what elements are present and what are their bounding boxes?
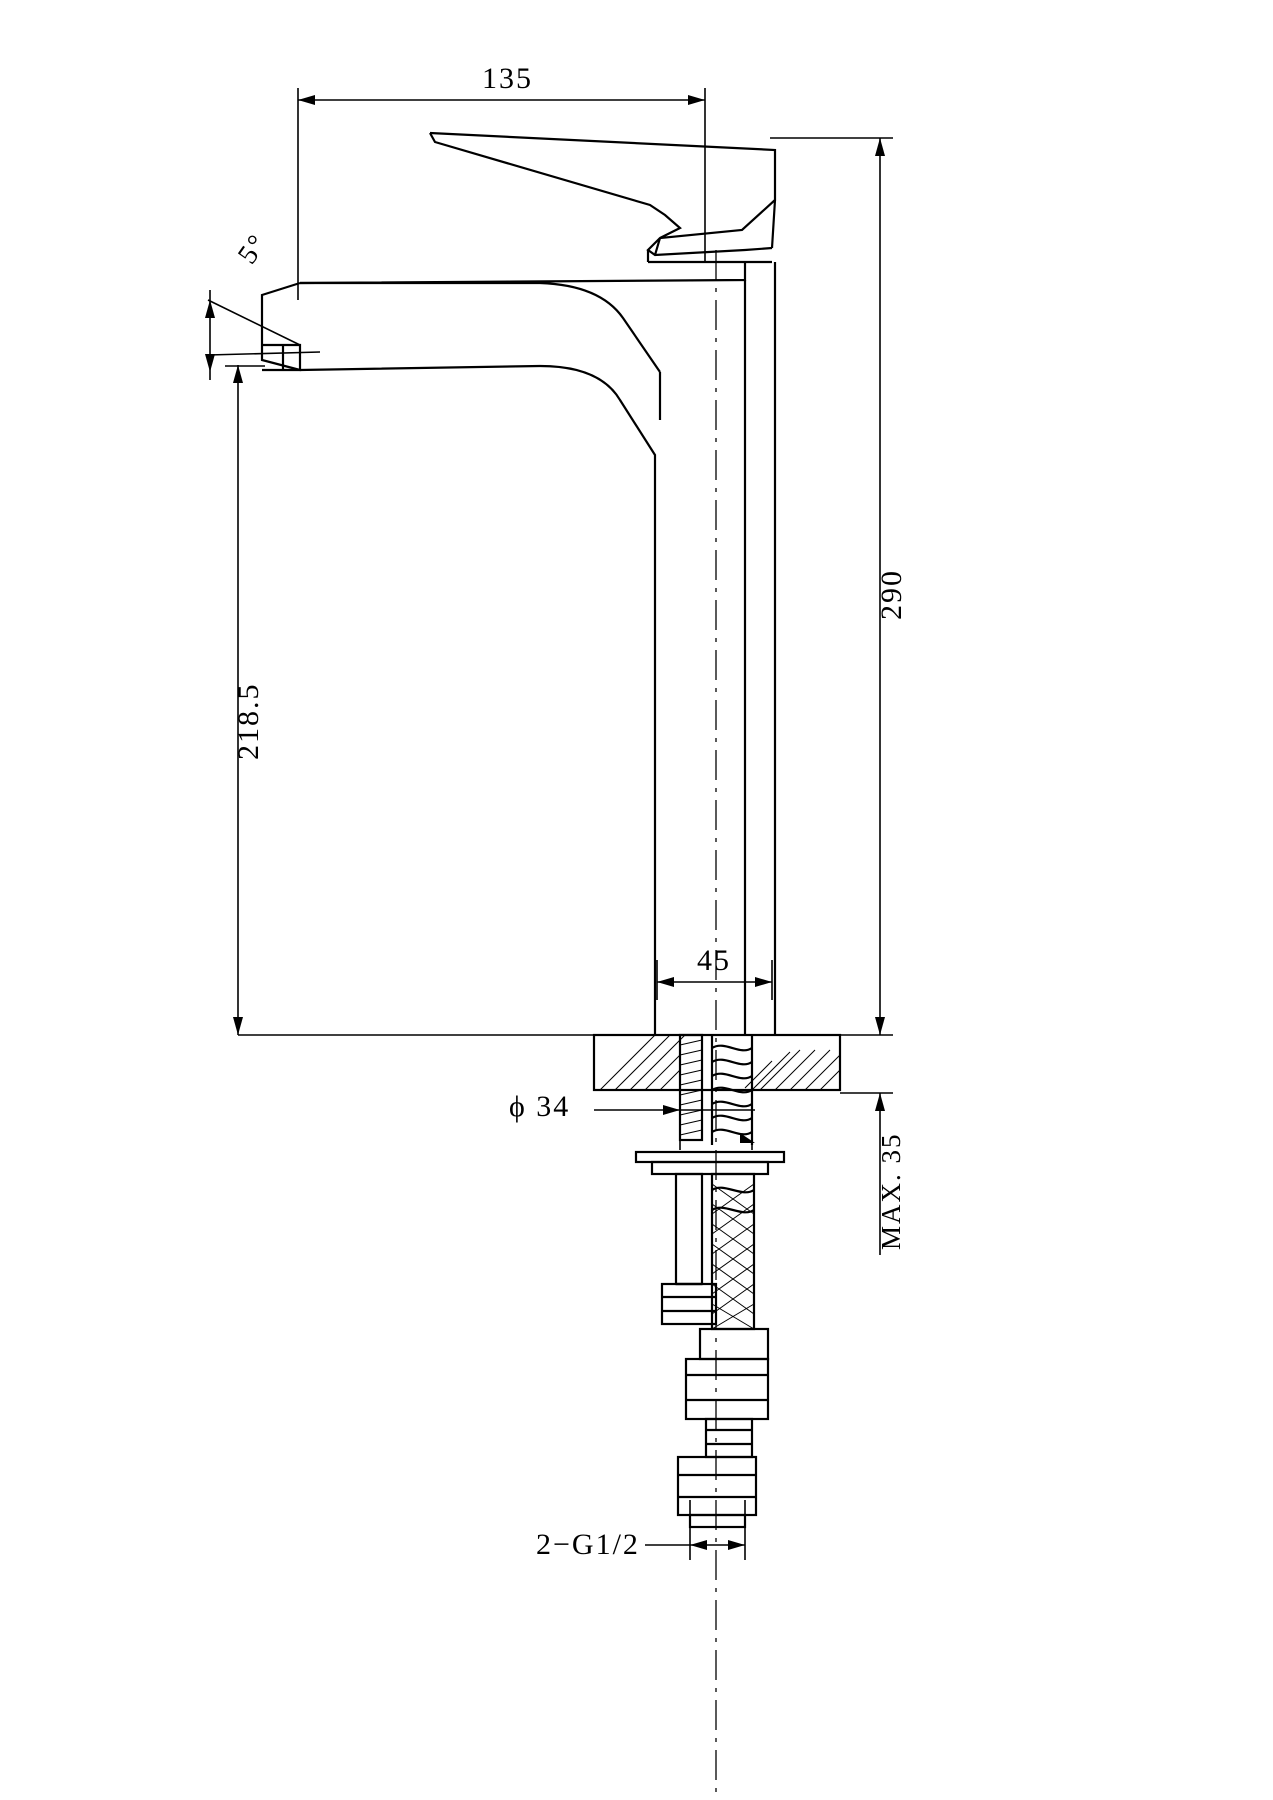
- hex-nut-left: [662, 1284, 716, 1324]
- label-spout-angle: 5°: [232, 228, 275, 270]
- lever-handle: [430, 133, 775, 255]
- label-hole-diameter: ϕ 34: [509, 1090, 571, 1123]
- spout-body: [262, 262, 745, 1035]
- dimension-135: [298, 88, 705, 300]
- flex-hose-lower: [712, 1174, 754, 1329]
- dimension-phi-34: [594, 1100, 755, 1150]
- riser-column: [745, 262, 775, 1035]
- counter-deck-hatch: [600, 1035, 840, 1090]
- dimension-thread: [645, 1500, 745, 1560]
- mounting-stud: [680, 1035, 702, 1140]
- lower-stud: [676, 1174, 702, 1284]
- mounting-washer: [636, 1152, 784, 1174]
- label-spout-reach: 135: [482, 62, 533, 95]
- label-thread-size: 2−G1/2: [536, 1528, 640, 1561]
- coupling-nut-middle: [686, 1329, 768, 1457]
- label-overall-height: 290: [875, 569, 908, 620]
- bottom-hex-nut: [678, 1457, 756, 1527]
- label-max-deck-thickness: MAX. 35: [876, 1132, 906, 1250]
- label-body-width: 45: [697, 944, 731, 977]
- label-spout-height: 218.5: [232, 682, 265, 760]
- dimension-218-5: [225, 365, 600, 1035]
